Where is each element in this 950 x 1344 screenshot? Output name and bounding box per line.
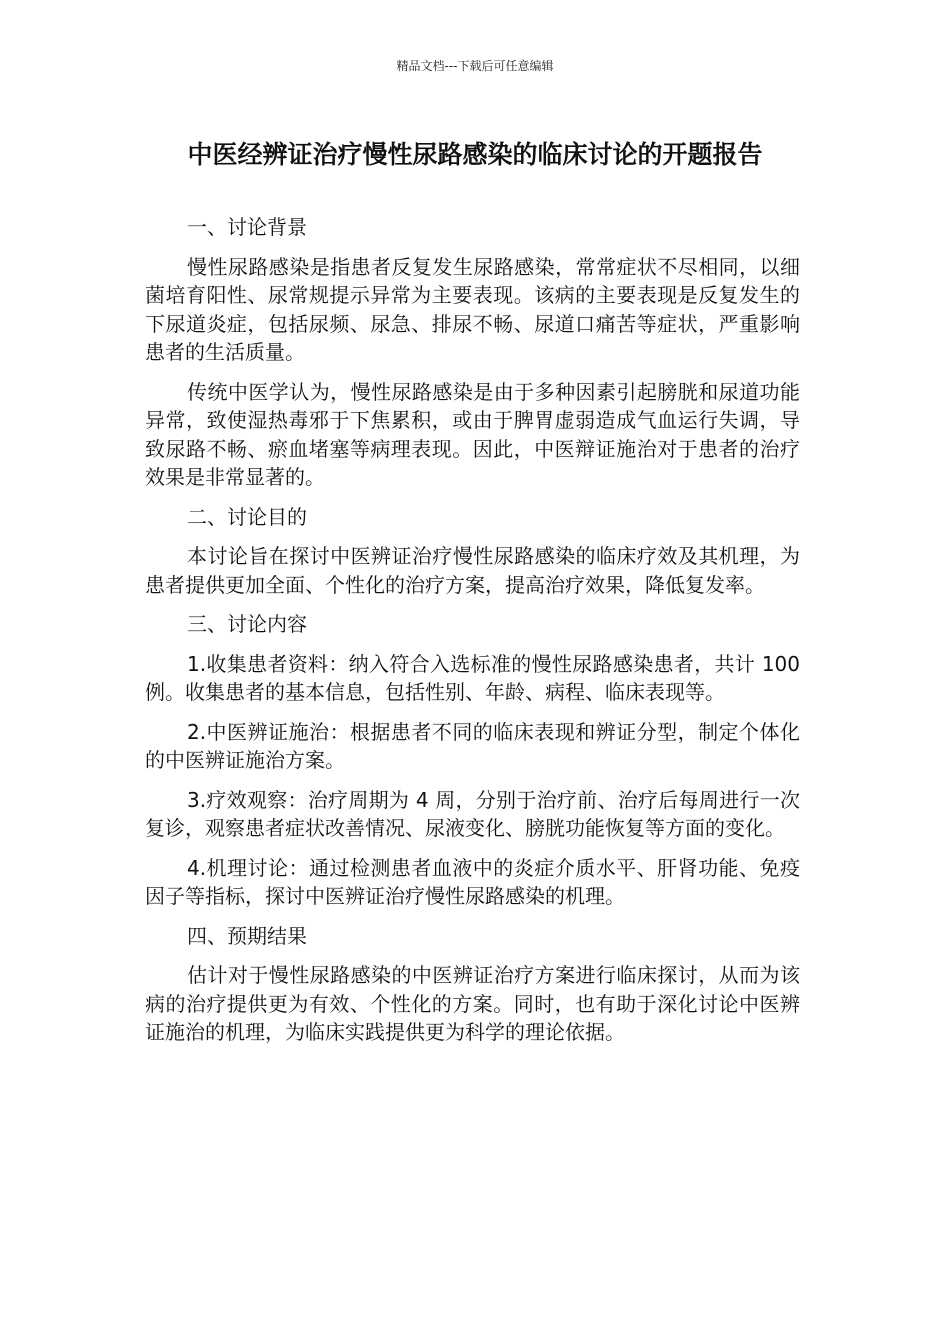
section-heading-content: 三、讨论内容 xyxy=(187,612,307,636)
section-heading-expected: 四、预期结果 xyxy=(187,923,307,948)
paragraph: 传统中医学认为，慢性尿路感染是由于多种因素引起膀胱和尿道功能异常，致使湿热毒邪于下焦累积，或由于脾胃虚弱造成气血运行失调，导致尿路不畅、瘀血堵塞等病理表现。因此，中医辩证施治对于患者的治疗效果是非常显著的。 xyxy=(145,379,800,489)
document-body xyxy=(145,213,800,1058)
list-item: 1.收集患者资料：纳入符合入选标准的慢性尿路感染患者，共计 100 例。收集患者的基本信息，包括性别、年龄、病程、临床表现等。 xyxy=(145,651,800,704)
header-note: 精品文档---下载后可任意编辑 xyxy=(396,59,554,73)
list-item: 2.中医辨证施治：根据患者不同的临床表现和辨证分型，制定个体化的中医辨证施治方案。 xyxy=(145,719,800,772)
document-title: 中医经辨证治疗慢性尿路感染的临床讨论的开题报告 xyxy=(187,140,763,169)
section-heading-background: 一、讨论背景 xyxy=(187,215,307,239)
paragraph: 本讨论旨在探讨中医辨证治疗慢性尿路感染的临床疗效及其机理，为患者提供更加全面、个性化的治疗方案，提高治疗效果，降低复发率。 xyxy=(145,544,800,597)
section-heading-purpose: 二、讨论目的 xyxy=(187,504,307,529)
paragraph: 估计对于慢性尿路感染的中医辨证治疗方案进行临床探讨，从而为该病的治疗提供更为有效、个性化的方案。同时，也有助于深化讨论中医辨证施治的机理，为临床实践提供更为科学的理论依据。 xyxy=(145,963,800,1044)
list-item: 4.机理讨论：通过检测患者血液中的炎症介质水平、肝肾功能、免疫因子等指标，探讨中医辨证治疗慢性尿路感染的机理。 xyxy=(145,855,800,908)
paragraph: 慢性尿路感染是指患者反复发生尿路感染，常常症状不尽相同，以细菌培育阳性、尿常规提示异常为主要表现。该病的主要表现是反复发生的下尿道炎症，包括尿频、尿急、排尿不畅、尿道口痛苦等症状，严重影响患者的生活质量。 xyxy=(145,254,800,364)
list-item: 3.疗效观察：治疗周期为 4 周，分别于治疗前、治疗后每周进行一次复诊，观察患者症状改善情况、尿液变化、膀胱功能恢复等方面的变化。 xyxy=(145,787,800,840)
